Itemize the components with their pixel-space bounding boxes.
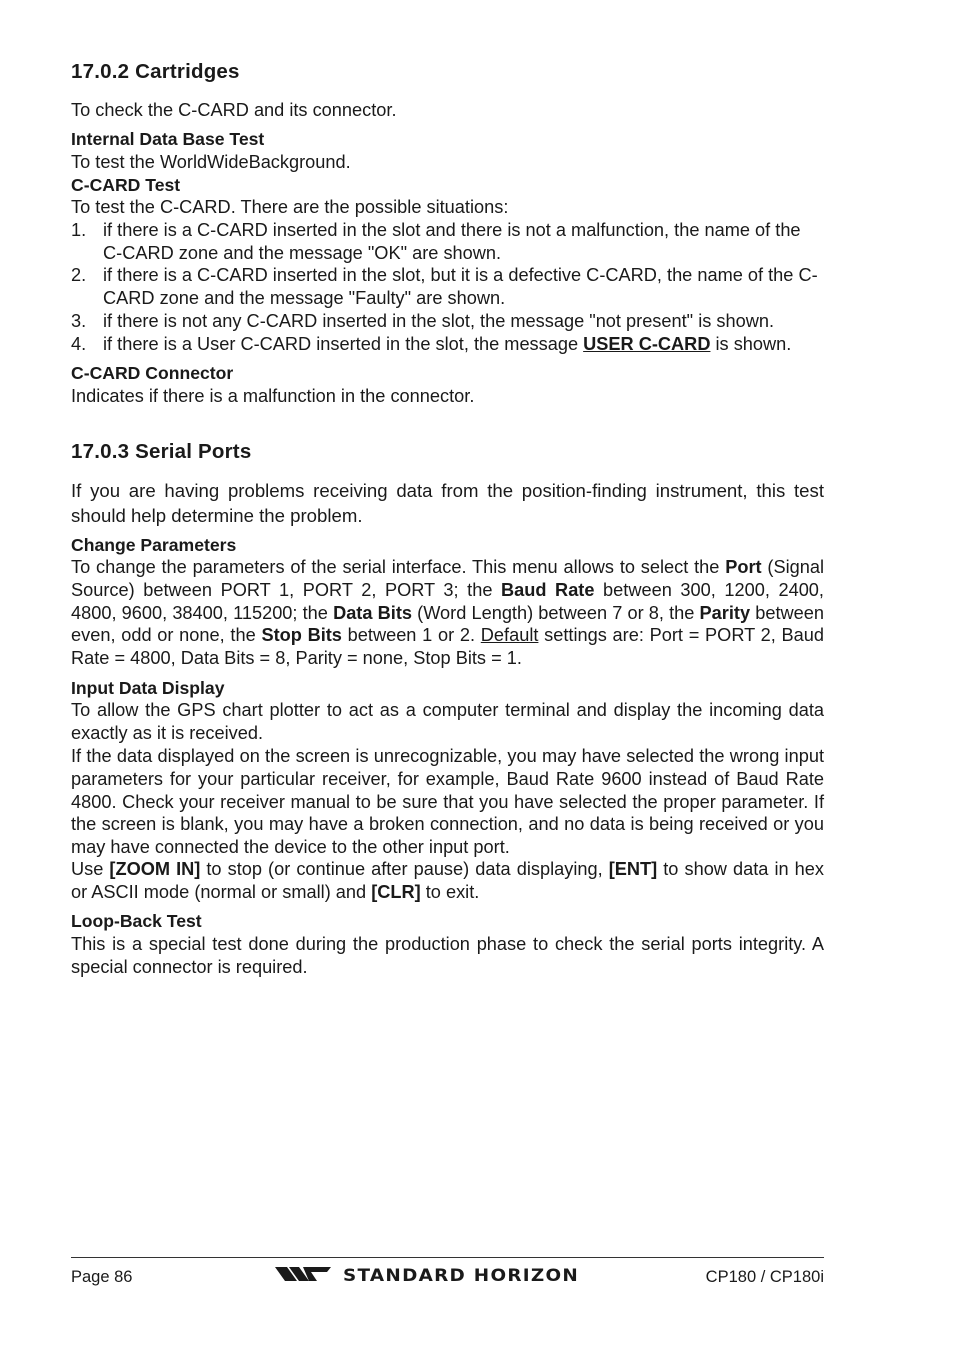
list-item-text xyxy=(103,333,824,356)
brand-logo xyxy=(275,1264,580,1288)
subheading-ccard-connector: C-CARD Connector xyxy=(71,363,234,383)
model-name: CP180 / CP180i xyxy=(705,1268,824,1286)
ccard-connector-text: Indicates if there is a malfunction in the connector. xyxy=(71,386,475,406)
ccard-test-text: To test the C-CARD. There are the possible situations: xyxy=(71,197,509,217)
text-run: to exit. xyxy=(420,881,480,902)
input-display-text-2: If the data displayed on the screen is unrecognizable, you may have selected the wrong input parameters for your particular receiver, for example, Baud Rate 9600 instead of Baud Rate 4800. Check your receiver manual to be sure that you have selected the proper parameter. If the screen is blank, you may have a broken connection, and no data is being received or you may have connected the device to the other input port. xyxy=(71,746,824,858)
brand-name: STANDARD HORIZON xyxy=(343,1266,580,1286)
subheading-input-data-display: Input Data Display xyxy=(71,678,225,698)
list-item-text-after: is shown. xyxy=(710,334,792,354)
list-item-number: 2. xyxy=(71,265,87,285)
key-clr: [CLR] xyxy=(371,881,421,902)
internal-db-test-text: To test the WorldWideBackground. xyxy=(71,152,351,172)
term-stop-bits: Stop Bits xyxy=(261,625,342,646)
section-heading-cartridges: 17.0.2 Cartridges xyxy=(71,60,240,83)
change-parameters-text xyxy=(71,556,824,670)
term-default: Default xyxy=(480,625,539,646)
page-number: Page 86 xyxy=(71,1268,133,1286)
input-display-text-3 xyxy=(71,858,824,904)
subheading-ccard-test: C-CARD Test xyxy=(71,175,181,195)
list-item-text: if there is a C-CARD inserted in the slot and there is not a malfunction, the name of the C-CARD zone and the message "OK" are shown. xyxy=(103,220,801,263)
key-ent: [ENT] xyxy=(608,859,658,879)
subheading-loop-back-test: Loop-Back Test xyxy=(71,911,202,931)
text-run: (Signal Source) between PORT 1, PORT 2, PORT 3; the xyxy=(71,557,824,600)
cartridges-intro: To check the C-CARD and its connector. xyxy=(71,100,397,120)
input-display-text-1: To allow the GPS chart plotter to act as a computer terminal and display the incoming data exactly as it is received. xyxy=(71,700,824,743)
text-run: To change the parameters of the serial interface. This menu allows to select the xyxy=(71,557,726,577)
list-item-number: 1. xyxy=(71,220,87,240)
text-run: between 300, 1200, 2400, 4800, 9600, 38400, 115200; the xyxy=(71,579,824,623)
key-zoom-in: [ZOOM IN] xyxy=(109,859,201,879)
footer-divider xyxy=(71,1257,824,1258)
list-item-text: if there is not any C-CARD inserted in the slot, the message "not present" is shown. xyxy=(103,311,775,331)
loop-back-test-text: This is a special test done during the production phase to check the serial ports integrity. A special connector is required. xyxy=(71,934,824,977)
term-parity: Parity xyxy=(699,602,751,623)
term-data-bits: Data Bits xyxy=(333,602,412,623)
text-run: to show data in hex or ASCII mode (normal or small) and xyxy=(71,859,824,902)
subheading-internal-db-test: Internal Data Base Test xyxy=(71,129,265,149)
text-run: settings are: Port = PORT 2, Baud Rate = 4800, Data Bits = 8, Parity = none, Stop Bits = 1. xyxy=(71,625,824,669)
section-heading-serial-ports: 17.0.3 Serial Ports xyxy=(71,440,252,463)
list-item-text: if there is a C-CARD inserted in the slot, but it is a defective C-CARD, the name of the C-CARD zone and the message "Faulty" are shown. xyxy=(103,265,818,308)
text-run: to stop (or continue after pause) data displaying, xyxy=(200,859,609,879)
text-run: (Word Length) between 7 or 8, the xyxy=(412,602,700,623)
list-item-number: 4. xyxy=(71,334,87,354)
subheading-change-parameters: Change Parameters xyxy=(71,535,237,555)
list-item-number: 3. xyxy=(71,311,87,331)
term-port: Port xyxy=(725,557,762,577)
serial-ports-intro: If you are having problems receiving data from the position-finding instrument, this test should help determine the problem. xyxy=(71,480,824,526)
text-run: between even, odd or none, the xyxy=(71,602,824,646)
text-run: Use xyxy=(71,859,110,879)
list-item-text-before: if there is a User C-CARD inserted in the slot, the message xyxy=(103,334,584,354)
term-baud-rate: Baud Rate xyxy=(501,579,595,600)
standard-horizon-wave-icon xyxy=(275,1266,331,1287)
user-ccard-message: USER C-CARD xyxy=(583,334,711,354)
text-run: between 1 or 2. xyxy=(341,625,481,646)
